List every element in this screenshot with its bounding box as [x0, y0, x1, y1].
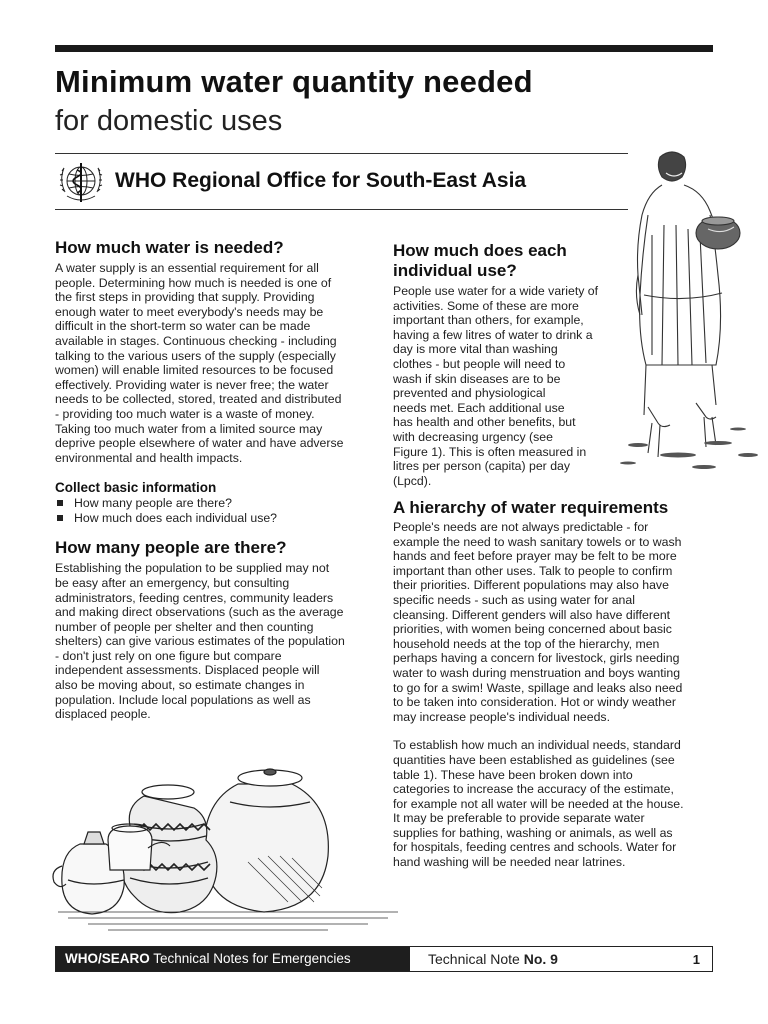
page-number: 1: [692, 952, 700, 967]
woman-carrying-water-pot-illustration: [608, 145, 763, 475]
footer-note-number: No. 9: [523, 951, 558, 967]
list-item: How many people are there?: [55, 496, 365, 511]
footer-bar: [55, 946, 713, 972]
section-body-individual-use: People use water for a wide variety of activities. Some of these are more important than others, for example, having a few litres of water to drink a day is more vital than washing clothes - but people will need to wash if skin diseases are to be prevented and physiological needs met. Each additional use has health and other benefits, but with decreasing urgency (see Figure 1). This is often measured in litres per person (capita) per day (Lpcd).: [393, 284, 599, 488]
footer-series: [56, 947, 410, 971]
who-emblem-icon: [55, 158, 107, 206]
right-column-upper: [393, 241, 625, 488]
footer-series-bold: WHO/SEARO: [65, 951, 150, 966]
section-heading-hierarchy: A hierarchy of water requirements: [393, 498, 669, 517]
footer-note-label: Technical Note: [428, 951, 524, 967]
list-item: How much does each individual use?: [55, 511, 365, 526]
section-heading-water-needed: How much water is needed?: [55, 238, 284, 257]
section-body-how-many-people: Establishing the population to be supplied may not be easy after an emergency, but consulting administrators, feeding centres, community leaders and making direct observations (such as the average number of people per shelter and then counting shelters) can give various estimates of the population - don't just rely on one figure but compare independent assessments. Displaced people will also be moving about, so estimate changes in population. Include local populations as well as displaced people.: [55, 561, 345, 722]
water-storage-pots-illustration: [48, 762, 410, 940]
section-body-hierarchy-2: To establish how much an individual needs, standard quantities have been established as guidelines (see table 1). These have been broken down into categories to increase the accuracy of the estimate, for example not all water will be needed at the house. It may be preferable to provide separate water supplies for bathing, washing or animals, as well as for hospitals, feeding centres and schools. Water for hand washing will be needed near latrines.: [393, 738, 684, 870]
page-title: Minimum water quantity needed: [55, 64, 533, 99]
divider-bottom: [55, 209, 628, 210]
left-column: [55, 238, 365, 722]
collect-info-heading: Collect basic information: [55, 480, 217, 496]
page-subtitle: for domestic uses: [55, 105, 283, 137]
collect-info-list: [55, 496, 365, 526]
section-body-hierarchy-1: People's needs are not always predictable - for example the need to wash sanitary towels or to wash hands and feet before prayer may be felt to be more important than other uses. Talk to people to confirm their priorities. Different populations may also have specific needs - such as using water for anal cleansing. Different genders will also have different priorities, with women being concerned about basic household needs at the top of the hierarchy, men perhaps having a concern for livestock, girls needing water to wash during menstruation and boys wanting to go for a swim! Waste, spillage and leaks also need to be taken into consideration. Hot or windy weather may increase people's individual needs.: [393, 520, 683, 724]
divider-top: [55, 153, 628, 154]
organization-name: WHO Regional Office for South-East Asia: [115, 169, 527, 192]
top-rule: [55, 45, 713, 52]
section-heading-how-many-people: How many people are there?: [55, 538, 287, 558]
right-column-lower: [393, 498, 718, 870]
footer-note: [428, 947, 558, 971]
footer-series-text: Technical Notes for Emergencies: [149, 951, 351, 966]
section-body-water-needed: A water supply is an essential requirement for all people. Determining how much is needed is one of the first steps in providing that supply. Providing enough water to meet everybody's needs may be difficult in the short-term so water can be made available in stages. Continuous checking - including talking to the various users of the supply (especially women) will enable limited resources to be focused effectively. Providing water is never free; the water needs to be collected, stored, treated and distributed - providing too much water is a waste of money. Taking too much water from a limited source may deprive people elsewhere of water and have adverse environmental and health impacts.: [55, 261, 344, 465]
section-heading-individual-use: How much does each individual use?: [393, 241, 567, 280]
